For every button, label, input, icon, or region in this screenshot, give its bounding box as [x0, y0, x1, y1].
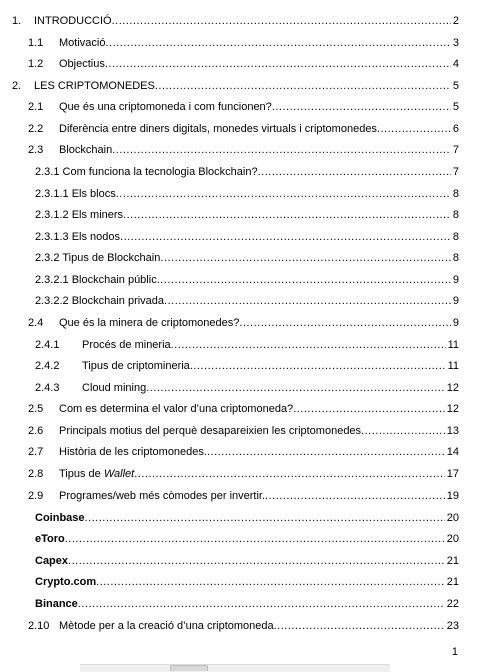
toc-title: Capex [35, 555, 69, 567]
toc-page: 12 [446, 382, 459, 394]
toc-entry-binance[interactable] [0, 596, 487, 612]
toc-title: Que és la minera de criptomonedes? [59, 317, 240, 329]
toc-number: 1. [12, 15, 22, 27]
toc-leader [85, 510, 445, 526]
toc-page: 9 [452, 295, 459, 307]
toc-title: Coinbase [35, 512, 85, 524]
toc-page: 5 [452, 101, 459, 113]
toc-leader [65, 531, 445, 547]
toc-leader [68, 553, 445, 569]
toc-entry-1-2[interactable] [0, 56, 487, 72]
toc-page: 11 [447, 360, 459, 372]
toc-entry-coinbase[interactable] [0, 510, 487, 526]
toc-entry-2-5[interactable] [0, 401, 487, 417]
toc-page: 13 [446, 425, 459, 437]
toc-entry-2-3-2[interactable] [0, 250, 487, 266]
toc-entry-2-1[interactable] [0, 99, 487, 115]
toc-entry-2-3-2-2[interactable] [0, 293, 487, 309]
toc-title: Procés de mineria [82, 339, 171, 351]
toc-leader [207, 444, 445, 460]
toc-entry-2-2[interactable] [0, 121, 487, 137]
toc-page: 19 [446, 490, 459, 502]
toc-number: 2.4 [28, 317, 44, 329]
toc-title: Diferència entre diners digitals, monedes virtuals i criptomonedes [59, 123, 377, 135]
toc-entry-2-9[interactable] [0, 488, 487, 504]
toc-page: 8 [452, 209, 459, 221]
toc-leader [164, 293, 451, 309]
toc-title: eToro [35, 533, 65, 545]
toc-number: 2.7 [28, 446, 44, 458]
toc-number: 2.5 [28, 403, 44, 415]
toc-title: 2.3.1.2 Els miners [35, 209, 124, 221]
toc-page: 20 [446, 512, 459, 524]
toc-title: Que és una criptomoneda i com funcionen? [59, 101, 272, 113]
toc-title: Cloud mining [82, 382, 147, 394]
toc-entry-2-6[interactable] [0, 423, 487, 439]
toc-title: 2.3.2.2 Blockchain privada [35, 295, 165, 307]
toc-entry-2-3-1-2[interactable] [0, 207, 487, 223]
toc-title: Objectius [59, 58, 105, 70]
toc-number: 2.1 [28, 101, 44, 113]
toc-leader [134, 466, 445, 482]
toc-entry-2-3-1[interactable] [0, 164, 487, 180]
toc-entry-1-1[interactable] [0, 35, 487, 51]
toc-number: 2.10 [28, 620, 50, 632]
toc-page: 17 [446, 468, 459, 480]
toc-entry-2-8[interactable] [0, 466, 487, 482]
toc-entry-capex[interactable] [0, 553, 487, 569]
toc-entry-2-4-3[interactable] [0, 380, 487, 396]
toc-page: 8 [452, 188, 459, 200]
toc-leader [116, 186, 451, 202]
toc-number: 2.8 [28, 468, 44, 480]
toc-leader [265, 488, 445, 504]
toc-entry-2-4-1[interactable] [0, 337, 487, 353]
toc-page: 21 [446, 576, 459, 588]
toc-title: 2.3.1.3 Els nodos [35, 231, 121, 243]
toc-number: 2.2 [28, 123, 44, 135]
toc-leader [272, 99, 451, 115]
toc-page: 11 [447, 339, 459, 351]
toc-page: 12 [446, 403, 459, 415]
toc-page: 7 [452, 144, 459, 156]
toc-number: 2.9 [28, 490, 44, 502]
toc-page: 20 [446, 533, 459, 545]
toc-leader [105, 56, 451, 72]
toc-leader [123, 207, 451, 223]
toc-leader [155, 78, 451, 94]
toc-title-prefix: Tipus de [59, 468, 104, 480]
toc-entry-crypto-com[interactable] [0, 574, 487, 590]
toc-entry-etoro[interactable] [0, 531, 487, 547]
toc-page: 21 [446, 555, 459, 567]
toc-leader [377, 121, 451, 137]
toc-title-italic: Wallet [103, 468, 135, 480]
toc-page: 4 [452, 58, 459, 70]
toc-leader [78, 596, 445, 612]
toc-entry-2-4[interactable] [0, 315, 487, 331]
toc-leader [96, 574, 445, 590]
toc-number: 1.1 [28, 37, 44, 49]
toc-leader [293, 401, 445, 417]
toc-entry-1[interactable] [0, 13, 487, 29]
toc-title: 2.3.2.1 Blockchain públic [35, 274, 157, 286]
toc-number: 2.6 [28, 425, 44, 437]
toc-leader [171, 337, 446, 353]
toc-number: 2.4.1 [35, 339, 60, 351]
toc-leader [146, 380, 445, 396]
toc-page: 7 [452, 166, 459, 178]
page-number: 1 [451, 646, 458, 658]
scrollbar-thumb[interactable] [170, 665, 208, 671]
toc-leader [112, 13, 451, 29]
toc-page: 9 [452, 274, 459, 286]
toc-page: 14 [446, 446, 459, 458]
toc-title: Mètode per a la creació d’una criptomoneda [59, 620, 274, 632]
toc-page: 9 [452, 317, 459, 329]
toc-leader [120, 229, 451, 245]
toc-title: Programes/web més còmodes per invertir. [59, 490, 266, 502]
toc-entry-2-10[interactable] [0, 618, 487, 634]
toc-title: Com es determina el valor d’una criptomoneda? [59, 403, 294, 415]
toc-leader [361, 423, 445, 439]
toc-leader [258, 164, 451, 180]
toc-title: Crypto.com [35, 576, 97, 588]
toc-leader [160, 250, 451, 266]
toc-leader [105, 35, 450, 51]
toc-leader [190, 358, 446, 374]
toc-title: Història de les criptomonedes. [59, 446, 207, 458]
toc-title: LES CRIPTOMONEDES [34, 80, 155, 92]
toc-entry-2-7[interactable] [0, 444, 487, 460]
toc-leader [239, 315, 450, 331]
toc-entry-2-3-1-1[interactable] [0, 186, 487, 202]
toc-number: 1.2 [28, 58, 44, 70]
toc-title: Blockchain [59, 144, 113, 156]
toc-page: 6 [452, 123, 459, 135]
toc-title: Motivació [59, 37, 106, 49]
toc-number: 2. [12, 80, 22, 92]
toc-entry-2-3-2-1[interactable] [0, 272, 487, 288]
toc-page: 22 [446, 598, 459, 610]
toc-page: 5 [452, 80, 459, 92]
toc-title: 2.3.1 Com funciona la tecnologia Blockchain? [35, 166, 258, 178]
toc-title: 2.3.2 Tipus de Blockchain [35, 252, 161, 264]
toc-title: 2.3.1.1 Els blocs [35, 188, 116, 200]
toc-leader [112, 142, 451, 158]
toc-entry-2[interactable] [0, 78, 487, 94]
toc-leader [157, 272, 451, 288]
toc-number: 2.4.3 [35, 382, 60, 394]
toc-page: 8 [452, 231, 459, 243]
toc-entry-2-3-1-3[interactable] [0, 229, 487, 245]
toc-page: 3 [452, 37, 459, 49]
toc-entry-2-4-2[interactable] [0, 358, 487, 374]
toc-title: Principals motius del perquè desapareixien les criptomonedes [59, 425, 362, 437]
toc-leader [274, 618, 445, 634]
toc-title [59, 466, 134, 482]
toc-page: 8 [452, 252, 459, 264]
toc-number: 2.3 [28, 144, 44, 156]
toc-title: Tipus de criptomineria [82, 360, 190, 372]
toc-page: 23 [446, 620, 459, 632]
toc-entry-2-3[interactable] [0, 142, 487, 158]
toc-title: INTRODUCCIÓ [34, 15, 112, 27]
toc-page: 2 [452, 15, 459, 27]
toc-number: 2.4.2 [35, 360, 60, 372]
toc-title: Binance [35, 598, 78, 610]
